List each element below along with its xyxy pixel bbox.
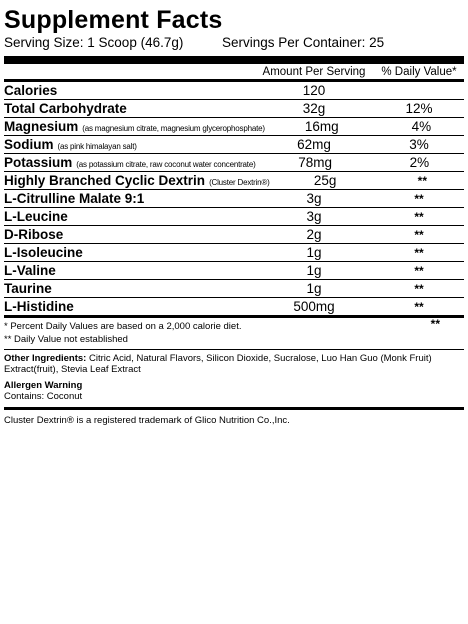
nutrient-daily-value: ** bbox=[414, 245, 424, 260]
nutrient-daily-value: 3% bbox=[409, 137, 429, 152]
nutrient-row bbox=[4, 298, 464, 315]
nutrient-amount: 1g bbox=[306, 263, 322, 278]
nutrient-source-note: (as pink himalayan salt) bbox=[57, 141, 137, 151]
serving-info bbox=[4, 35, 464, 51]
nutrient-amount: 500mg bbox=[293, 299, 335, 314]
nutrient-row bbox=[4, 100, 464, 118]
nutrient-amount: 120 bbox=[302, 83, 326, 98]
nutrient-name-cell bbox=[4, 280, 254, 298]
nutrient-amount: 3g bbox=[306, 191, 322, 206]
nutrient-row bbox=[4, 82, 464, 100]
nutrient-source-note: (as potassium citrate, raw coconut water concentrate) bbox=[76, 159, 256, 169]
nutrient-name-cell bbox=[4, 82, 254, 100]
nutrient-amount: 78mg bbox=[298, 155, 332, 170]
allergen-text: Contains: Coconut bbox=[4, 391, 83, 402]
panel-title: Supplement Facts bbox=[4, 6, 223, 34]
nutrient-row bbox=[4, 154, 464, 172]
nutrient-daily-value: ** bbox=[414, 263, 424, 278]
nutrient-amount: 1g bbox=[306, 245, 322, 260]
nutrient-row bbox=[4, 226, 464, 244]
nutrient-amount: 3g bbox=[306, 209, 322, 224]
nutrient-daily-value: ** bbox=[414, 227, 424, 242]
other-ingredients-text: Citric Acid, Natural Flavors, Silicon Dioxide, Sucralose, Luo Han Guo (Monk Fruit) Extract(fruit), Stevia Leaf Extract bbox=[4, 353, 432, 375]
nutrient-name: Taurine bbox=[4, 280, 52, 296]
nutrient-name: L-Citrulline Malate 9:1 bbox=[4, 190, 145, 206]
nutrient-row bbox=[4, 118, 464, 136]
footnote-stars: ** bbox=[430, 317, 440, 331]
nutrient-amount: 16mg bbox=[304, 119, 339, 134]
column-header-row bbox=[4, 64, 464, 79]
nutrient-row bbox=[4, 244, 464, 262]
nutrient-name-cell bbox=[4, 190, 254, 208]
nutrient-row bbox=[4, 190, 464, 208]
nutrient-name-cell bbox=[4, 226, 254, 244]
nutrient-amount: 25g bbox=[313, 173, 337, 188]
amount-header: Amount Per Serving bbox=[262, 66, 366, 78]
nutrient-name: Magnesium bbox=[4, 118, 79, 134]
other-ingredients-label: Other Ingredients: bbox=[4, 353, 87, 364]
nutrient-name: L-Leucine bbox=[4, 208, 68, 224]
trademark-notice: Cluster Dextrin® is a registered trademark of Glico Nutrition Co.,Inc. bbox=[4, 415, 290, 426]
footnote-not-established: ** Daily Value not established bbox=[4, 334, 128, 345]
nutrient-row bbox=[4, 136, 464, 154]
other-ingredients-block bbox=[4, 350, 464, 407]
nutrient-source-note: (as magnesium citrate, magnesium glycerophosphate) bbox=[82, 123, 265, 133]
nutrient-name: Sodium bbox=[4, 136, 54, 152]
nutrient-name: L-Valine bbox=[4, 262, 56, 278]
nutrient-row bbox=[4, 208, 464, 226]
footnotes bbox=[4, 318, 464, 346]
nutrient-row bbox=[4, 262, 464, 280]
allergen-label: Allergen Warning bbox=[4, 380, 83, 391]
nutrient-name-cell bbox=[4, 298, 254, 316]
nutrient-amount: 2g bbox=[306, 227, 322, 242]
other-ingredients bbox=[4, 353, 464, 375]
nutrient-source-note: (Cluster Dextrin®) bbox=[209, 177, 270, 187]
nutrient-daily-value: ** bbox=[414, 299, 424, 314]
nutrient-name: Calories bbox=[4, 82, 58, 98]
nutrient-name: L-Histidine bbox=[4, 298, 74, 314]
servings-per-container: Servings Per Container: 25 bbox=[222, 35, 385, 50]
nutrient-name-cell bbox=[4, 136, 254, 154]
nutrient-daily-value: 12% bbox=[405, 101, 433, 116]
nutrient-amount: 32g bbox=[302, 101, 326, 116]
nutrient-name-cell bbox=[4, 100, 254, 118]
daily-value-header: % Daily Value* bbox=[381, 66, 457, 78]
nutrient-daily-value: ** bbox=[414, 281, 424, 296]
nutrient-name: D-Ribose bbox=[4, 226, 64, 242]
nutrient-table bbox=[4, 82, 464, 315]
nutrient-name-cell bbox=[4, 172, 270, 190]
nutrient-amount: 62mg bbox=[297, 137, 331, 152]
header-spacer bbox=[4, 65, 254, 79]
nutrient-name-cell bbox=[4, 244, 254, 262]
nutrient-name: Total Carbohydrate bbox=[4, 100, 127, 116]
footnote-percent-dv: * Percent Daily Values are based on a 2,000 calorie diet. bbox=[4, 321, 242, 332]
nutrient-name-cell bbox=[4, 208, 254, 226]
nutrient-name-cell bbox=[4, 262, 254, 280]
nutrient-daily-value: 4% bbox=[411, 119, 432, 134]
nutrient-name: L-Isoleucine bbox=[4, 244, 83, 260]
supplement-facts-panel bbox=[4, 6, 464, 427]
nutrient-name: Potassium bbox=[4, 154, 73, 170]
nutrient-row bbox=[4, 280, 464, 298]
serving-size: Serving Size: 1 Scoop (46.7g) bbox=[4, 35, 184, 50]
nutrient-amount: 1g bbox=[306, 281, 322, 296]
nutrient-daily-value: 2% bbox=[409, 155, 430, 170]
thick-divider bbox=[4, 56, 464, 64]
nutrient-daily-value: ** bbox=[417, 173, 428, 188]
nutrient-row bbox=[4, 172, 464, 190]
nutrient-name-cell bbox=[4, 154, 256, 172]
nutrient-name: Highly Branched Cyclic Dextrin bbox=[4, 172, 206, 188]
nutrient-name-cell bbox=[4, 118, 265, 136]
nutrient-daily-value: ** bbox=[414, 209, 424, 224]
nutrient-daily-value: ** bbox=[414, 191, 424, 206]
